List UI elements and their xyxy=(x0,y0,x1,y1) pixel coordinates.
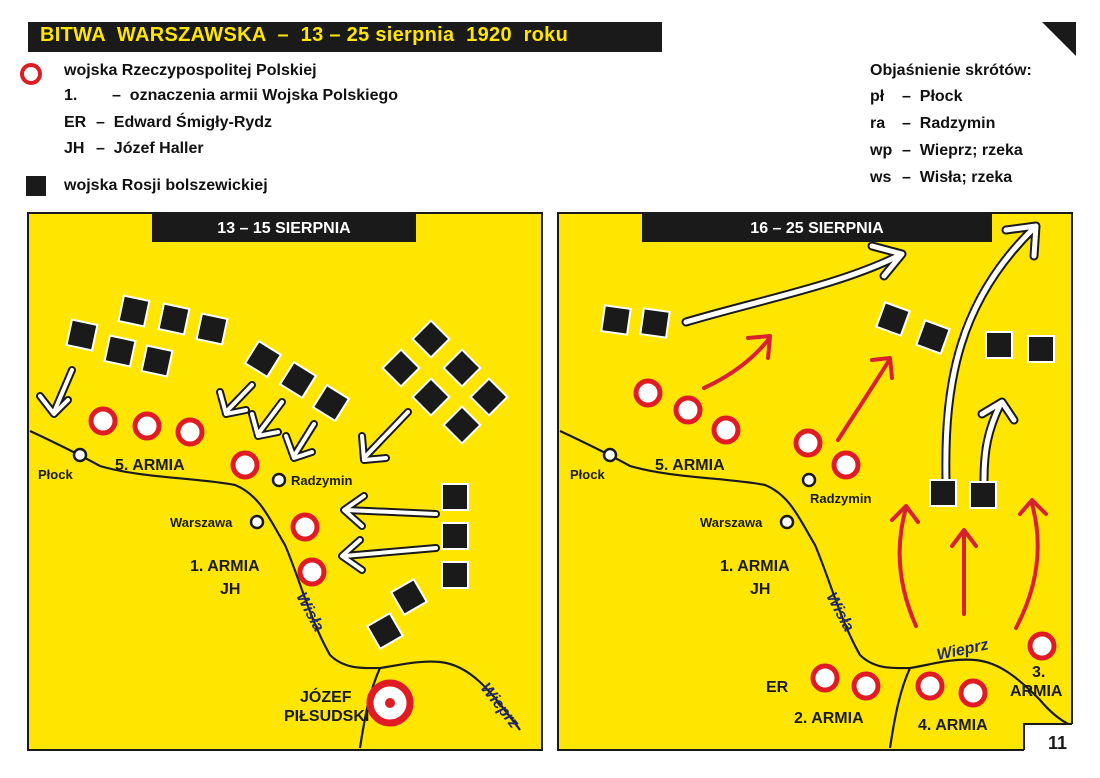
polish-unit xyxy=(961,681,985,705)
pilsudski-label-line2: PIŁSUDSKI xyxy=(284,708,370,725)
abbreviations-heading: Objaśnienie skrótów: xyxy=(870,62,1032,79)
right-radzymin-label: Radzymin xyxy=(810,491,872,506)
er-label: ER xyxy=(766,679,789,696)
polish-unit xyxy=(636,381,660,405)
army3-label-line2: ARMIA xyxy=(1010,683,1063,700)
right-army1-label: 1. ARMIA xyxy=(720,558,790,575)
soviet-unit xyxy=(640,308,669,337)
left-army1-cmd-label: JH xyxy=(220,581,241,598)
soviet-unit xyxy=(1028,336,1054,362)
left-wisla-label: Wisła xyxy=(292,589,328,635)
polish-unit xyxy=(854,674,878,698)
soviet-unit xyxy=(986,332,1012,358)
soviet-unit xyxy=(197,314,228,345)
polish-unit xyxy=(714,418,738,442)
left-plock-label: Płock xyxy=(38,467,73,482)
abbr-key: ra xyxy=(870,115,886,132)
left-army1-label: 1. ARMIA xyxy=(190,558,260,575)
left-map xyxy=(28,212,542,750)
soviet-unit xyxy=(159,304,190,335)
army2-label: 2. ARMIA xyxy=(794,710,864,727)
abbr-key: pł xyxy=(870,88,885,105)
pilsudski-center-dot xyxy=(385,698,395,708)
polish-unit xyxy=(135,414,159,438)
abbr-key: wp xyxy=(870,142,893,159)
abbr-text: – Wieprz; rzeka xyxy=(902,142,1023,159)
legend-army-number-desc: – oznaczenia armii Wojska Polskiego xyxy=(112,87,399,104)
abbr-text: – Wisła; rzeka xyxy=(902,169,1013,186)
plock-town-marker xyxy=(604,449,616,461)
soviet-unit xyxy=(105,336,136,367)
page-number: 11 xyxy=(1048,733,1068,753)
left-radzymin-label: Radzymin xyxy=(291,473,353,488)
right-warszawa-label: Warszawa xyxy=(700,515,763,530)
left-army5-label: 5. ARMIA xyxy=(115,457,185,474)
right-army5-label: 5. ARMIA xyxy=(655,457,725,474)
legend-soviet-forces: wojska Rosji bolszewickiej xyxy=(64,177,268,194)
left-warszawa-label: Warszawa xyxy=(170,515,233,530)
left-map-header: 13 – 15 SIERPNIA xyxy=(217,220,351,237)
right-wisla-label: Wisła xyxy=(822,589,858,635)
legend-jh-desc: – Józef Haller xyxy=(96,140,204,157)
polish-unit xyxy=(91,409,115,433)
legend-polish-forces: wojska Rzeczypospolitej Polskiej xyxy=(64,62,317,79)
soviet-unit xyxy=(442,523,468,549)
right-map xyxy=(558,212,1100,772)
right-army1-cmd-label: JH xyxy=(750,581,771,598)
warszawa-town-marker xyxy=(781,516,793,528)
army4-label: 4. ARMIA xyxy=(918,717,988,734)
radzymin-town-marker xyxy=(803,474,815,486)
legend-er-key: ER xyxy=(64,114,87,131)
warszawa-town-marker xyxy=(251,516,263,528)
polish-unit xyxy=(676,398,700,422)
soviet-unit xyxy=(119,296,150,327)
left-wieprz-label: Wieprz xyxy=(476,679,523,732)
soviet-unit xyxy=(601,305,630,334)
soviet-unit xyxy=(970,482,996,508)
right-map-header: 16 – 25 SIERPNIA xyxy=(750,220,884,237)
legend-er-desc: – Edward Śmigły-Rydz xyxy=(96,114,273,131)
radzymin-town-marker xyxy=(273,474,285,486)
polish-unit xyxy=(1030,634,1054,658)
pilsudski-label-line1: JÓZEF xyxy=(300,689,352,706)
polish-unit xyxy=(796,431,820,455)
right-wieprz-label: Wieprz xyxy=(935,636,991,664)
legend-army-number-key: 1. xyxy=(64,87,78,104)
polish-unit xyxy=(178,420,202,444)
plock-town-marker xyxy=(74,449,86,461)
army3-label-line1: 3. xyxy=(1032,664,1046,681)
polish-unit xyxy=(300,560,324,584)
polish-unit xyxy=(918,674,942,698)
soviet-unit xyxy=(930,480,956,506)
legend-jh-key: JH xyxy=(64,140,85,157)
polish-unit xyxy=(813,666,837,690)
abbr-text: – Płock xyxy=(902,88,963,105)
right-plock-label: Płock xyxy=(570,467,605,482)
polish-unit xyxy=(233,453,257,477)
soviet-unit xyxy=(67,320,98,351)
polish-unit xyxy=(834,453,858,477)
polish-unit xyxy=(293,515,317,539)
abbr-key: ws xyxy=(870,169,892,186)
soviet-unit xyxy=(442,484,468,510)
abbr-text: – Radzymin xyxy=(902,115,996,132)
soviet-unit xyxy=(442,562,468,588)
soviet-unit xyxy=(142,346,173,377)
page-title: BITWA WARSZAWSKA – 13 – 25 sierpnia 1920 roku xyxy=(40,24,569,46)
